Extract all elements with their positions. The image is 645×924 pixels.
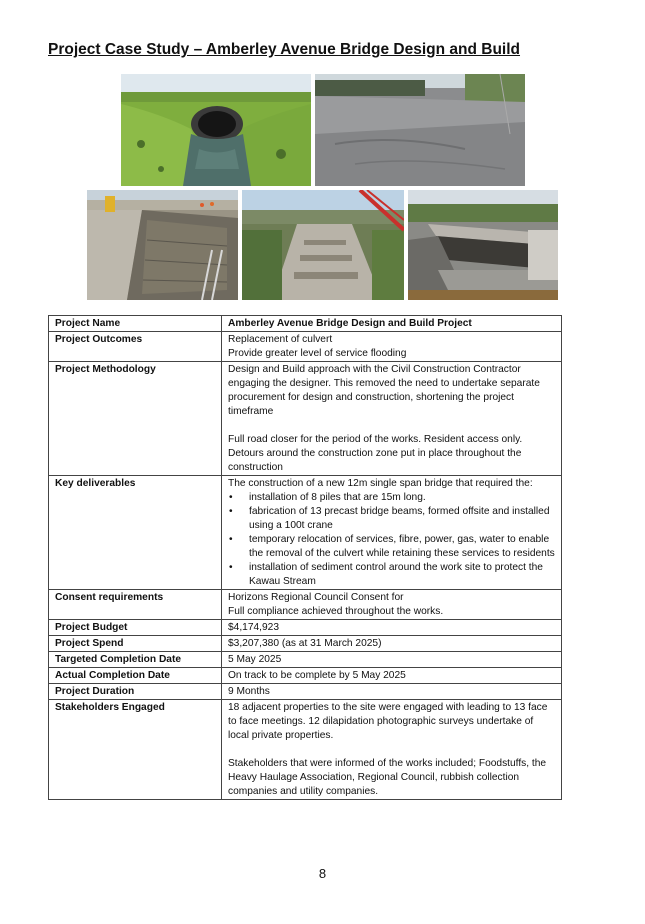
list-item: • installation of 8 piles that are 15m long.: [248, 491, 555, 505]
value-line: Horizons Regional Council Consent for: [228, 592, 404, 603]
row-value: [222, 362, 562, 476]
excavation-photo: [87, 190, 238, 300]
row-value: [222, 316, 562, 332]
table-row: [49, 668, 562, 684]
row-label: Project Outcomes: [49, 332, 222, 362]
road-photo: [315, 74, 525, 186]
row-value: [222, 620, 562, 636]
deliverables-list: [228, 491, 555, 589]
row-label: Actual Completion Date: [49, 668, 222, 684]
row-value: [222, 700, 562, 800]
project-details-table: [48, 315, 562, 800]
value-line: 5 May 2025: [228, 654, 282, 665]
value-line: 18 adjacent properties to the site were engaged with leading to 13 face to face meetings. 12 dilapidation photographic surveys undertake of local private properties.: [228, 702, 548, 741]
value-line: [228, 419, 555, 433]
table-row: [49, 590, 562, 620]
page-number: 8: [318, 866, 327, 881]
value-line: Replacement of culvert: [228, 334, 333, 345]
row-value: [222, 668, 562, 684]
row-value: [222, 332, 562, 362]
list-item: • temporary relocation of services, fibre, power, gas, water to enable the removal of the culvert while retaining these services to residents: [248, 533, 555, 561]
culvert-photo: [121, 74, 311, 186]
table-row: [49, 476, 562, 590]
row-value: [222, 684, 562, 700]
row-label: Stakeholders Engaged: [49, 700, 222, 800]
table-row: [49, 332, 562, 362]
row-label: Project Duration: [49, 684, 222, 700]
value-line: On track to be complete by 5 May 2025: [228, 670, 406, 681]
value-line: Stakeholders that were informed of the works included; Foodstuffs, the Heavy Haulage Association, Regional Council, rubbish collection companies and utility companies.: [228, 758, 547, 797]
value-line: Full road closer for the period of the works. Resident access only. Detours around the construction zone put in place throughout the construction: [228, 434, 523, 473]
row-label: Project Spend: [49, 636, 222, 652]
aerial-construction-photo: [242, 190, 404, 300]
table-row: [49, 700, 562, 800]
table-row: [49, 652, 562, 668]
row-label: Key deliverables: [49, 476, 222, 590]
list-item: • fabrication of 13 precast bridge beams, formed offsite and installed using a 100t crane: [248, 505, 555, 533]
completed-bridge-photo: [408, 190, 558, 300]
row-value: [222, 652, 562, 668]
table-row: [49, 636, 562, 652]
row-value: [222, 476, 562, 590]
value-line: Full compliance achieved throughout the works.: [228, 606, 444, 617]
table-row: [49, 684, 562, 700]
table-row: [49, 362, 562, 476]
page-title: Project Case Study – Amberley Avenue Bridge Design and Build: [48, 41, 521, 58]
value-line: 9 Months: [228, 686, 270, 697]
value-line: The construction of a new 12m single span bridge that required the:: [228, 478, 533, 489]
row-label: Project Name: [49, 316, 222, 332]
table-row: [49, 316, 562, 332]
value-line: $4,174,923: [228, 622, 279, 633]
value-line: Provide greater level of service flooding: [228, 348, 407, 359]
row-label: Targeted Completion Date: [49, 652, 222, 668]
value-line: [228, 743, 555, 757]
row-value: [222, 590, 562, 620]
row-label: Consent requirements: [49, 590, 222, 620]
value-line: $3,207,380 (as at 31 March 2025): [228, 638, 382, 649]
value-line: Amberley Avenue Bridge Design and Build Project: [228, 318, 472, 329]
row-label: Project Methodology: [49, 362, 222, 476]
list-item: • installation of sediment control around the work site to protect the Kawau Stream: [248, 561, 555, 589]
row-value: [222, 636, 562, 652]
row-label: Project Budget: [49, 620, 222, 636]
value-line: Design and Build approach with the Civil Construction Contractor engaging the designer. This removed the need to undertake separate procurement for design and construction, shortening the project timeframe: [228, 364, 540, 417]
table-row: [49, 620, 562, 636]
